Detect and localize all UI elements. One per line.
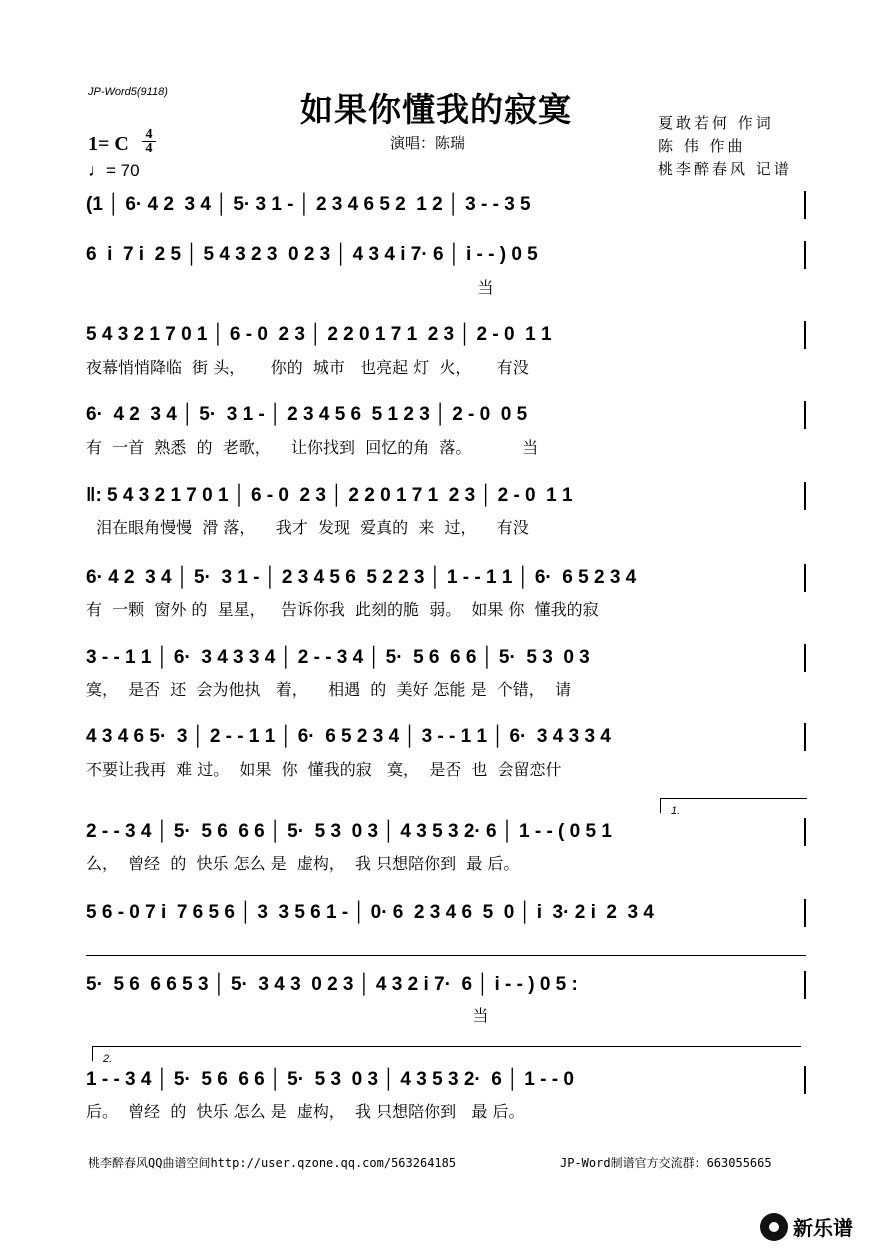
- lyrics-line-5: 泪在眼角慢慢 滑 落， 我才 发现 爱真的 来 过， 有没: [86, 518, 529, 537]
- lyrics-line-6: 有 一颗 窗外 的 星星， 告诉你我 此刻的脆 弱。 如果 你 懂我的寂: [86, 600, 599, 619]
- notation-line-12: [86, 1065, 806, 1095]
- notation-line-3: [86, 320, 806, 350]
- record-disc-icon: [760, 1213, 788, 1241]
- notation-line-10: [86, 898, 806, 928]
- barline: [804, 564, 806, 592]
- notation-line-11: [86, 970, 806, 1000]
- volta-label-2: 2.: [103, 1053, 113, 1065]
- footer-right: JP-Word制谱官方交流群：663055665: [560, 1156, 772, 1170]
- notation-text: 6· 4 2 3 4 │ 5· 3 1 - │ 2 3 4 5 6 5 2 2 3 │ 1 - - 1 1 │ 6· 6 5 2 3 4: [86, 567, 637, 588]
- notation-line-1: [86, 190, 806, 220]
- tempo-mark: [88, 160, 140, 181]
- notation-line-7: [86, 643, 806, 673]
- notation-text: 5 6 - 0 7 i 7 6 5 6 │ 3 3 5 6 1 - │ 0· 6 2 3 4 6 5 0 │ i 3· 2 i 2 3 4: [86, 902, 654, 923]
- credits: [658, 112, 792, 181]
- footer-left: 桃李醉春风QQ曲谱空间http://user.qzone.qq.com/563264185: [88, 1156, 457, 1170]
- lyrics-line-11: 当: [86, 1006, 489, 1025]
- barline: [804, 971, 806, 999]
- notation-line-5: [86, 481, 806, 511]
- notation-text: (1 │ 6· 4 2 3 4 │ 5· 3 1 - │ 2 3 4 6 5 2 1 2 │ 3 - - 3 5: [86, 194, 531, 215]
- lyrics-line-7: 寞， 是否 还 会为他执 着， 相遇 的 美好 怎能 是 个错， 请: [86, 680, 571, 699]
- lyrics-line-2: 当: [86, 278, 494, 297]
- lyrics-line-8: 不要让我再 难 过。 如果 你 懂我的寂 寞， 是否 也 会留恋什: [86, 760, 562, 779]
- time-signature: [142, 128, 156, 155]
- software-label: JP-Word5(9118): [88, 86, 168, 98]
- lyrics-line-12: 后。 曾经 的 快乐 怎么 是 虚构， 我 只想陪你到 最 后。: [86, 1102, 525, 1121]
- notation-text: 5· 5 6 6 6 5 3 │ 5· 3 4 3 0 2 3 │ 4 3 2 i 7· 6 │ i - - ) 0 5 :: [86, 974, 578, 995]
- barline: [804, 482, 806, 510]
- barline: [804, 401, 806, 429]
- notation-text: 6· 4 2 3 4 │ 5· 3 1 - │ 2 3 4 5 6 5 1 2 3 │ 2 - 0 0 5: [86, 404, 528, 425]
- notation-text: 3 - - 1 1 │ 6· 3 4 3 3 4 │ 2 - - 3 4 │ 5· 5 6 6 6 │ 5· 5 3 0 3: [86, 647, 590, 668]
- key-signature: 1= C: [88, 133, 129, 155]
- lyricist: 夏敢若何 作词: [658, 114, 774, 132]
- tempo-value: = 70: [106, 161, 140, 180]
- song-title: 如果你懂我的寂寞: [300, 90, 572, 129]
- notation-line-8: [86, 722, 806, 752]
- notation-text: 5 4 3 2 1 7 0 1 │ 6 - 0 2 3 │ 2 2 0 1 7 1 2 3 │ 2 - 0 1 1: [86, 324, 552, 345]
- notation-text: 4 3 4 6 5· 3 │ 2 - - 1 1 │ 6· 6 5 2 3 4 │ 3 - - 1 1 │ 6· 3 4 3 3 4: [86, 726, 611, 747]
- time-denominator: 4: [142, 141, 156, 155]
- barline: [804, 818, 806, 846]
- logo-text: 新乐谱: [793, 1216, 853, 1240]
- barline: [804, 191, 806, 219]
- volta-bracket-1: [660, 798, 807, 817]
- notation-text: 6 i 7 i 2 5 │ 5 4 3 2 3 0 2 3 │ 4 3 4 i 7· 6 │ i - - ) 0 5: [86, 244, 538, 265]
- lyrics-line-4: 有 一首 熟悉 的 老歌， 让你找到 回忆的角 落。 当: [86, 438, 539, 457]
- notation-line-9: [86, 817, 806, 847]
- site-logo: [760, 1212, 853, 1241]
- lyrics-line-3: 夜幕悄悄降临 街 头， 你的 城市 也亮起 灯 火， 有没: [86, 358, 529, 377]
- time-numerator: 4: [145, 127, 153, 142]
- notation-line-4: [86, 400, 806, 430]
- singer: 演唱：陈瑞: [390, 134, 466, 152]
- notation-line-2: [86, 240, 806, 270]
- notation-text: 2 - - 3 4 │ 5· 5 6 6 6 │ 5· 5 3 0 3 │ 4 3 5 3 2· 6 │ 1 - - ( 0 5 1: [86, 821, 612, 842]
- notation-line-6: [86, 563, 806, 593]
- barline: [804, 899, 806, 927]
- composer: 陈 伟 作曲: [658, 137, 746, 155]
- barline: [804, 1066, 806, 1094]
- barline: [804, 644, 806, 672]
- volta-bracket-2: [92, 1046, 801, 1065]
- volta-label-1: 1.: [671, 805, 681, 817]
- notation-text: ‖: 5 4 3 2 1 7 0 1 │ 6 - 0 2 3 │ 2 2 0 1 7 1 2 3 │ 2 - 0 1 1: [86, 485, 573, 506]
- notation-text: 1 - - 3 4 │ 5· 5 6 6 6 │ 5· 5 3 0 3 │ 4 3 5 3 2· 6 │ 1 - - 0: [86, 1069, 574, 1090]
- barline: [804, 241, 806, 269]
- quarter-note-icon: ♩: [88, 160, 106, 180]
- barline: [804, 723, 806, 751]
- transcriber: 桃李醉春风 记谱: [658, 160, 792, 178]
- lyrics-line-9: 么， 曾经 的 快乐 怎么 是 虚构， 我 只想陪你到 最 后。: [86, 854, 520, 873]
- volta-continuation-line: [86, 955, 806, 956]
- barline: [804, 321, 806, 349]
